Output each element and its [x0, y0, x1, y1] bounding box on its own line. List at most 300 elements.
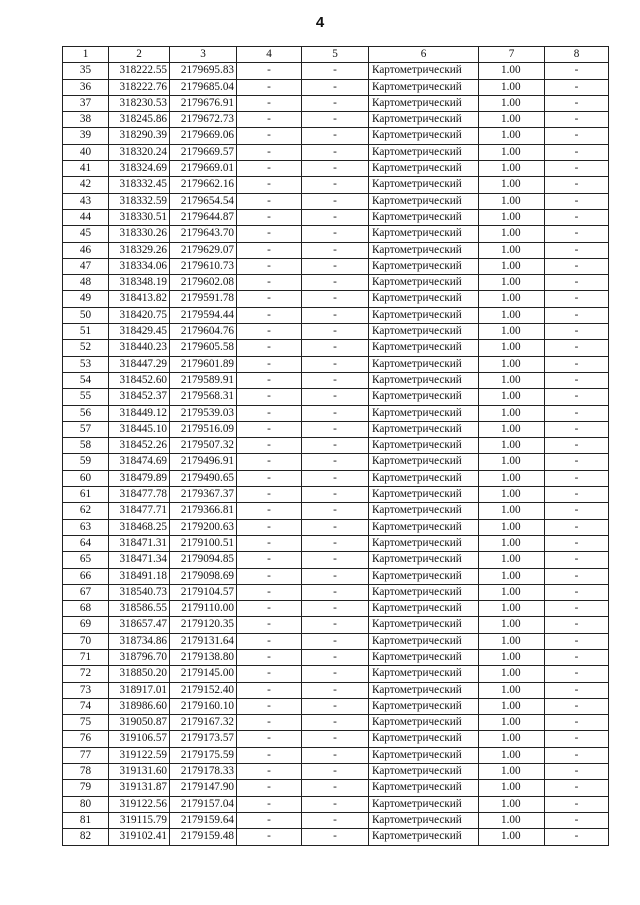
column-8-cell: -: [545, 275, 609, 291]
point-number-cell: 58: [63, 438, 109, 454]
column-8-cell: -: [545, 503, 609, 519]
method-cell: Картометрический: [369, 666, 479, 682]
x-coordinate-cell: 318222.55: [109, 63, 170, 79]
column-8-cell: -: [545, 291, 609, 307]
accuracy-cell: 1.00: [479, 568, 545, 584]
accuracy-cell: 1.00: [479, 340, 545, 356]
y-coordinate-cell: 2179604.76: [170, 324, 237, 340]
column-5-cell: -: [302, 666, 369, 682]
y-coordinate-cell: 2179145.00: [170, 666, 237, 682]
x-coordinate-cell: 318330.26: [109, 226, 170, 242]
page-number: 4: [315, 14, 325, 31]
table-row: [63, 356, 609, 372]
table-row: [63, 307, 609, 323]
y-coordinate-cell: 2179178.33: [170, 764, 237, 780]
point-number-cell: 47: [63, 258, 109, 274]
column-4-cell: -: [237, 666, 302, 682]
point-number-cell: 74: [63, 698, 109, 714]
column-5-cell: -: [302, 649, 369, 665]
column-8-cell: -: [545, 356, 609, 372]
y-coordinate-cell: 2179602.08: [170, 275, 237, 291]
point-number-cell: 48: [63, 275, 109, 291]
accuracy-cell: 1.00: [479, 649, 545, 665]
x-coordinate-cell: 318452.60: [109, 372, 170, 388]
x-coordinate-cell: 318420.75: [109, 307, 170, 323]
column-8-cell: -: [545, 209, 609, 225]
x-coordinate-cell: 318477.71: [109, 503, 170, 519]
point-number-cell: 60: [63, 470, 109, 486]
column-8-cell: -: [545, 128, 609, 144]
y-coordinate-cell: 2179159.64: [170, 812, 237, 828]
y-coordinate-cell: 2179157.04: [170, 796, 237, 812]
method-cell: Картометрический: [369, 161, 479, 177]
x-coordinate-cell: 318468.25: [109, 519, 170, 535]
column-8-cell: -: [545, 307, 609, 323]
point-number-cell: 37: [63, 95, 109, 111]
column-4-cell: -: [237, 95, 302, 111]
column-5-cell: -: [302, 633, 369, 649]
column-5-cell: -: [302, 470, 369, 486]
method-cell: Картометрический: [369, 79, 479, 95]
column-5-cell: -: [302, 731, 369, 747]
method-cell: Картометрический: [369, 698, 479, 714]
point-number-cell: 76: [63, 731, 109, 747]
y-coordinate-cell: 2179610.73: [170, 258, 237, 274]
accuracy-cell: 1.00: [479, 470, 545, 486]
column-4-cell: -: [237, 389, 302, 405]
point-number-cell: 57: [63, 421, 109, 437]
column-8-cell: -: [545, 372, 609, 388]
x-coordinate-cell: 318586.55: [109, 601, 170, 617]
point-number-cell: 67: [63, 584, 109, 600]
column-8-cell: -: [545, 796, 609, 812]
column-8-cell: -: [545, 177, 609, 193]
y-coordinate-cell: 2179507.32: [170, 438, 237, 454]
y-coordinate-cell: 2179110.00: [170, 601, 237, 617]
column-4-cell: -: [237, 291, 302, 307]
x-coordinate-cell: 318348.19: [109, 275, 170, 291]
y-coordinate-cell: 2179669.57: [170, 144, 237, 160]
y-coordinate-cell: 2179367.37: [170, 487, 237, 503]
table-row: [63, 747, 609, 763]
method-cell: Картометрический: [369, 209, 479, 225]
y-coordinate-cell: 2179516.09: [170, 421, 237, 437]
method-cell: Картометрический: [369, 796, 479, 812]
table-row: [63, 503, 609, 519]
column-5-cell: -: [302, 812, 369, 828]
accuracy-cell: 1.00: [479, 324, 545, 340]
point-number-cell: 70: [63, 633, 109, 649]
accuracy-cell: 1.00: [479, 633, 545, 649]
column-8-cell: -: [545, 242, 609, 258]
table-row: [63, 112, 609, 128]
table-row: [63, 193, 609, 209]
column-8-cell: -: [545, 633, 609, 649]
point-number-cell: 75: [63, 715, 109, 731]
column-5-cell: -: [302, 682, 369, 698]
accuracy-cell: 1.00: [479, 128, 545, 144]
column-4-cell: -: [237, 812, 302, 828]
table-row: [63, 209, 609, 225]
method-cell: Картометрический: [369, 731, 479, 747]
column-8-cell: -: [545, 731, 609, 747]
column-8-cell: -: [545, 715, 609, 731]
y-coordinate-cell: 2179100.51: [170, 535, 237, 551]
method-cell: Картометрический: [369, 438, 479, 454]
table-row: [63, 161, 609, 177]
column-8-cell: -: [545, 389, 609, 405]
table-row: [63, 568, 609, 584]
y-coordinate-cell: 2179644.87: [170, 209, 237, 225]
y-coordinate-cell: 2179685.04: [170, 79, 237, 95]
accuracy-cell: 1.00: [479, 666, 545, 682]
point-number-cell: 71: [63, 649, 109, 665]
method-cell: Картометрический: [369, 552, 479, 568]
column-4-cell: -: [237, 747, 302, 763]
accuracy-cell: 1.00: [479, 95, 545, 111]
column-4-cell: -: [237, 372, 302, 388]
table-row: [63, 242, 609, 258]
y-coordinate-cell: 2179496.91: [170, 454, 237, 470]
x-coordinate-cell: 318471.34: [109, 552, 170, 568]
method-cell: Картометрический: [369, 144, 479, 160]
column-header: 6: [369, 47, 479, 63]
table-row: [63, 144, 609, 160]
column-5-cell: -: [302, 356, 369, 372]
accuracy-cell: 1.00: [479, 535, 545, 551]
table-row: [63, 177, 609, 193]
column-5-cell: -: [302, 519, 369, 535]
accuracy-cell: 1.00: [479, 731, 545, 747]
column-5-cell: -: [302, 177, 369, 193]
y-coordinate-cell: 2179568.31: [170, 389, 237, 405]
column-5-cell: -: [302, 372, 369, 388]
y-coordinate-cell: 2179629.07: [170, 242, 237, 258]
table-row: [63, 324, 609, 340]
accuracy-cell: 1.00: [479, 519, 545, 535]
method-cell: Картометрический: [369, 307, 479, 323]
column-header: 8: [545, 47, 609, 63]
table-row: [63, 291, 609, 307]
point-number-cell: 35: [63, 63, 109, 79]
column-header: 4: [237, 47, 302, 63]
x-coordinate-cell: 318429.45: [109, 324, 170, 340]
column-4-cell: -: [237, 209, 302, 225]
column-5-cell: -: [302, 307, 369, 323]
accuracy-cell: 1.00: [479, 161, 545, 177]
table-row: [63, 764, 609, 780]
column-8-cell: -: [545, 405, 609, 421]
accuracy-cell: 1.00: [479, 552, 545, 568]
y-coordinate-cell: 2179601.89: [170, 356, 237, 372]
accuracy-cell: 1.00: [479, 584, 545, 600]
column-8-cell: -: [545, 764, 609, 780]
method-cell: Картометрический: [369, 535, 479, 551]
x-coordinate-cell: 318329.26: [109, 242, 170, 258]
column-8-cell: -: [545, 601, 609, 617]
x-coordinate-cell: 318332.59: [109, 193, 170, 209]
x-coordinate-cell: 318917.01: [109, 682, 170, 698]
column-5-cell: -: [302, 324, 369, 340]
y-coordinate-cell: 2179173.57: [170, 731, 237, 747]
x-coordinate-cell: 319122.56: [109, 796, 170, 812]
column-8-cell: -: [545, 617, 609, 633]
column-5-cell: -: [302, 63, 369, 79]
column-4-cell: -: [237, 682, 302, 698]
table-row: [63, 372, 609, 388]
x-coordinate-cell: 318986.60: [109, 698, 170, 714]
method-cell: Картометрический: [369, 584, 479, 600]
method-cell: Картометрический: [369, 95, 479, 111]
point-number-cell: 59: [63, 454, 109, 470]
x-coordinate-cell: 318245.86: [109, 112, 170, 128]
point-number-cell: 53: [63, 356, 109, 372]
point-number-cell: 78: [63, 764, 109, 780]
x-coordinate-cell: 318330.51: [109, 209, 170, 225]
column-4-cell: -: [237, 617, 302, 633]
column-4-cell: -: [237, 79, 302, 95]
method-cell: Картометрический: [369, 63, 479, 79]
y-coordinate-cell: 2179654.54: [170, 193, 237, 209]
column-5-cell: -: [302, 389, 369, 405]
accuracy-cell: 1.00: [479, 79, 545, 95]
accuracy-cell: 1.00: [479, 307, 545, 323]
column-8-cell: -: [545, 161, 609, 177]
column-header: 3: [170, 47, 237, 63]
point-number-cell: 51: [63, 324, 109, 340]
accuracy-cell: 1.00: [479, 715, 545, 731]
column-5-cell: -: [302, 112, 369, 128]
y-coordinate-cell: 2179672.73: [170, 112, 237, 128]
column-5-cell: -: [302, 780, 369, 796]
column-4-cell: -: [237, 324, 302, 340]
column-5-cell: -: [302, 405, 369, 421]
x-coordinate-cell: 318447.29: [109, 356, 170, 372]
x-coordinate-cell: 318290.39: [109, 128, 170, 144]
method-cell: Картометрический: [369, 372, 479, 388]
point-number-cell: 38: [63, 112, 109, 128]
column-4-cell: -: [237, 649, 302, 665]
table-row: [63, 633, 609, 649]
column-5-cell: -: [302, 487, 369, 503]
x-coordinate-cell: 318452.37: [109, 389, 170, 405]
column-4-cell: -: [237, 193, 302, 209]
table-row: [63, 715, 609, 731]
x-coordinate-cell: 319122.59: [109, 747, 170, 763]
point-number-cell: 69: [63, 617, 109, 633]
method-cell: Картометрический: [369, 829, 479, 845]
point-number-cell: 64: [63, 535, 109, 551]
column-4-cell: -: [237, 356, 302, 372]
point-number-cell: 77: [63, 747, 109, 763]
column-5-cell: -: [302, 829, 369, 845]
point-number-cell: 68: [63, 601, 109, 617]
table-body: [63, 63, 609, 845]
method-cell: Картометрический: [369, 405, 479, 421]
point-number-cell: 45: [63, 226, 109, 242]
table-row: [63, 421, 609, 437]
table-row: [63, 389, 609, 405]
table-row: [63, 682, 609, 698]
column-8-cell: -: [545, 812, 609, 828]
table-row: [63, 454, 609, 470]
column-4-cell: -: [237, 584, 302, 600]
method-cell: Картометрический: [369, 812, 479, 828]
y-coordinate-cell: 2179159.48: [170, 829, 237, 845]
column-4-cell: -: [237, 275, 302, 291]
column-5-cell: -: [302, 193, 369, 209]
x-coordinate-cell: 318796.70: [109, 649, 170, 665]
column-4-cell: -: [237, 568, 302, 584]
point-number-cell: 36: [63, 79, 109, 95]
column-4-cell: -: [237, 307, 302, 323]
accuracy-cell: 1.00: [479, 258, 545, 274]
x-coordinate-cell: 319102.41: [109, 829, 170, 845]
accuracy-cell: 1.00: [479, 764, 545, 780]
accuracy-cell: 1.00: [479, 372, 545, 388]
column-5-cell: -: [302, 438, 369, 454]
column-5-cell: -: [302, 144, 369, 160]
point-number-cell: 46: [63, 242, 109, 258]
method-cell: Картометрический: [369, 617, 479, 633]
table-row: [63, 519, 609, 535]
column-4-cell: -: [237, 698, 302, 714]
column-8-cell: -: [545, 258, 609, 274]
point-number-cell: 55: [63, 389, 109, 405]
column-5-cell: -: [302, 209, 369, 225]
column-5-cell: -: [302, 421, 369, 437]
y-coordinate-cell: 2179094.85: [170, 552, 237, 568]
column-4-cell: -: [237, 438, 302, 454]
table-row: [63, 796, 609, 812]
table-header-row: [63, 47, 609, 63]
accuracy-cell: 1.00: [479, 421, 545, 437]
column-4-cell: -: [237, 421, 302, 437]
column-5-cell: -: [302, 764, 369, 780]
table-row: [63, 552, 609, 568]
column-4-cell: -: [237, 144, 302, 160]
x-coordinate-cell: 318413.82: [109, 291, 170, 307]
method-cell: Картометрический: [369, 340, 479, 356]
column-5-cell: -: [302, 552, 369, 568]
table-row: [63, 275, 609, 291]
table-row: [63, 666, 609, 682]
accuracy-cell: 1.00: [479, 112, 545, 128]
column-4-cell: -: [237, 128, 302, 144]
accuracy-cell: 1.00: [479, 356, 545, 372]
y-coordinate-cell: 2179676.91: [170, 95, 237, 111]
column-4-cell: -: [237, 633, 302, 649]
column-4-cell: -: [237, 796, 302, 812]
y-coordinate-cell: 2179643.70: [170, 226, 237, 242]
x-coordinate-cell: 318445.10: [109, 421, 170, 437]
accuracy-cell: 1.00: [479, 829, 545, 845]
column-5-cell: -: [302, 275, 369, 291]
y-coordinate-cell: 2179669.06: [170, 128, 237, 144]
accuracy-cell: 1.00: [479, 698, 545, 714]
column-8-cell: -: [545, 780, 609, 796]
table-row: [63, 698, 609, 714]
column-8-cell: -: [545, 568, 609, 584]
column-header: 5: [302, 47, 369, 63]
column-4-cell: -: [237, 715, 302, 731]
method-cell: Картометрический: [369, 128, 479, 144]
method-cell: Картометрический: [369, 193, 479, 209]
accuracy-cell: 1.00: [479, 796, 545, 812]
column-8-cell: -: [545, 487, 609, 503]
method-cell: Картометрический: [369, 780, 479, 796]
column-5-cell: -: [302, 79, 369, 95]
column-5-cell: -: [302, 95, 369, 111]
point-number-cell: 80: [63, 796, 109, 812]
column-8-cell: -: [545, 666, 609, 682]
table-row: [63, 340, 609, 356]
point-number-cell: 81: [63, 812, 109, 828]
y-coordinate-cell: 2179366.81: [170, 503, 237, 519]
y-coordinate-cell: 2179539.03: [170, 405, 237, 421]
accuracy-cell: 1.00: [479, 63, 545, 79]
point-number-cell: 73: [63, 682, 109, 698]
column-5-cell: -: [302, 568, 369, 584]
point-number-cell: 44: [63, 209, 109, 225]
method-cell: Картометрический: [369, 487, 479, 503]
accuracy-cell: 1.00: [479, 747, 545, 763]
column-4-cell: -: [237, 535, 302, 551]
point-number-cell: 49: [63, 291, 109, 307]
column-4-cell: -: [237, 454, 302, 470]
y-coordinate-cell: 2179138.80: [170, 649, 237, 665]
column-8-cell: -: [545, 454, 609, 470]
column-5-cell: -: [302, 128, 369, 144]
point-number-cell: 61: [63, 487, 109, 503]
column-4-cell: -: [237, 780, 302, 796]
x-coordinate-cell: 318734.86: [109, 633, 170, 649]
x-coordinate-cell: 318452.26: [109, 438, 170, 454]
column-5-cell: -: [302, 258, 369, 274]
method-cell: Картометрический: [369, 682, 479, 698]
x-coordinate-cell: 318324.69: [109, 161, 170, 177]
column-5-cell: -: [302, 617, 369, 633]
y-coordinate-cell: 2179147.90: [170, 780, 237, 796]
accuracy-cell: 1.00: [479, 454, 545, 470]
method-cell: Картометрический: [369, 633, 479, 649]
y-coordinate-cell: 2179152.40: [170, 682, 237, 698]
accuracy-cell: 1.00: [479, 226, 545, 242]
method-cell: Картометрический: [369, 764, 479, 780]
x-coordinate-cell: 318222.76: [109, 79, 170, 95]
column-5-cell: -: [302, 161, 369, 177]
table-row: [63, 829, 609, 845]
column-4-cell: -: [237, 405, 302, 421]
column-4-cell: -: [237, 519, 302, 535]
column-4-cell: -: [237, 258, 302, 274]
point-number-cell: 39: [63, 128, 109, 144]
y-coordinate-cell: 2179695.83: [170, 63, 237, 79]
accuracy-cell: 1.00: [479, 177, 545, 193]
table-row: [63, 617, 609, 633]
accuracy-cell: 1.00: [479, 438, 545, 454]
method-cell: Картометрический: [369, 324, 479, 340]
x-coordinate-cell: 318320.24: [109, 144, 170, 160]
column-4-cell: -: [237, 764, 302, 780]
column-header: 7: [479, 47, 545, 63]
accuracy-cell: 1.00: [479, 682, 545, 698]
accuracy-cell: 1.00: [479, 601, 545, 617]
method-cell: Картометрический: [369, 291, 479, 307]
point-number-cell: 65: [63, 552, 109, 568]
column-8-cell: -: [545, 649, 609, 665]
y-coordinate-cell: 2179160.10: [170, 698, 237, 714]
